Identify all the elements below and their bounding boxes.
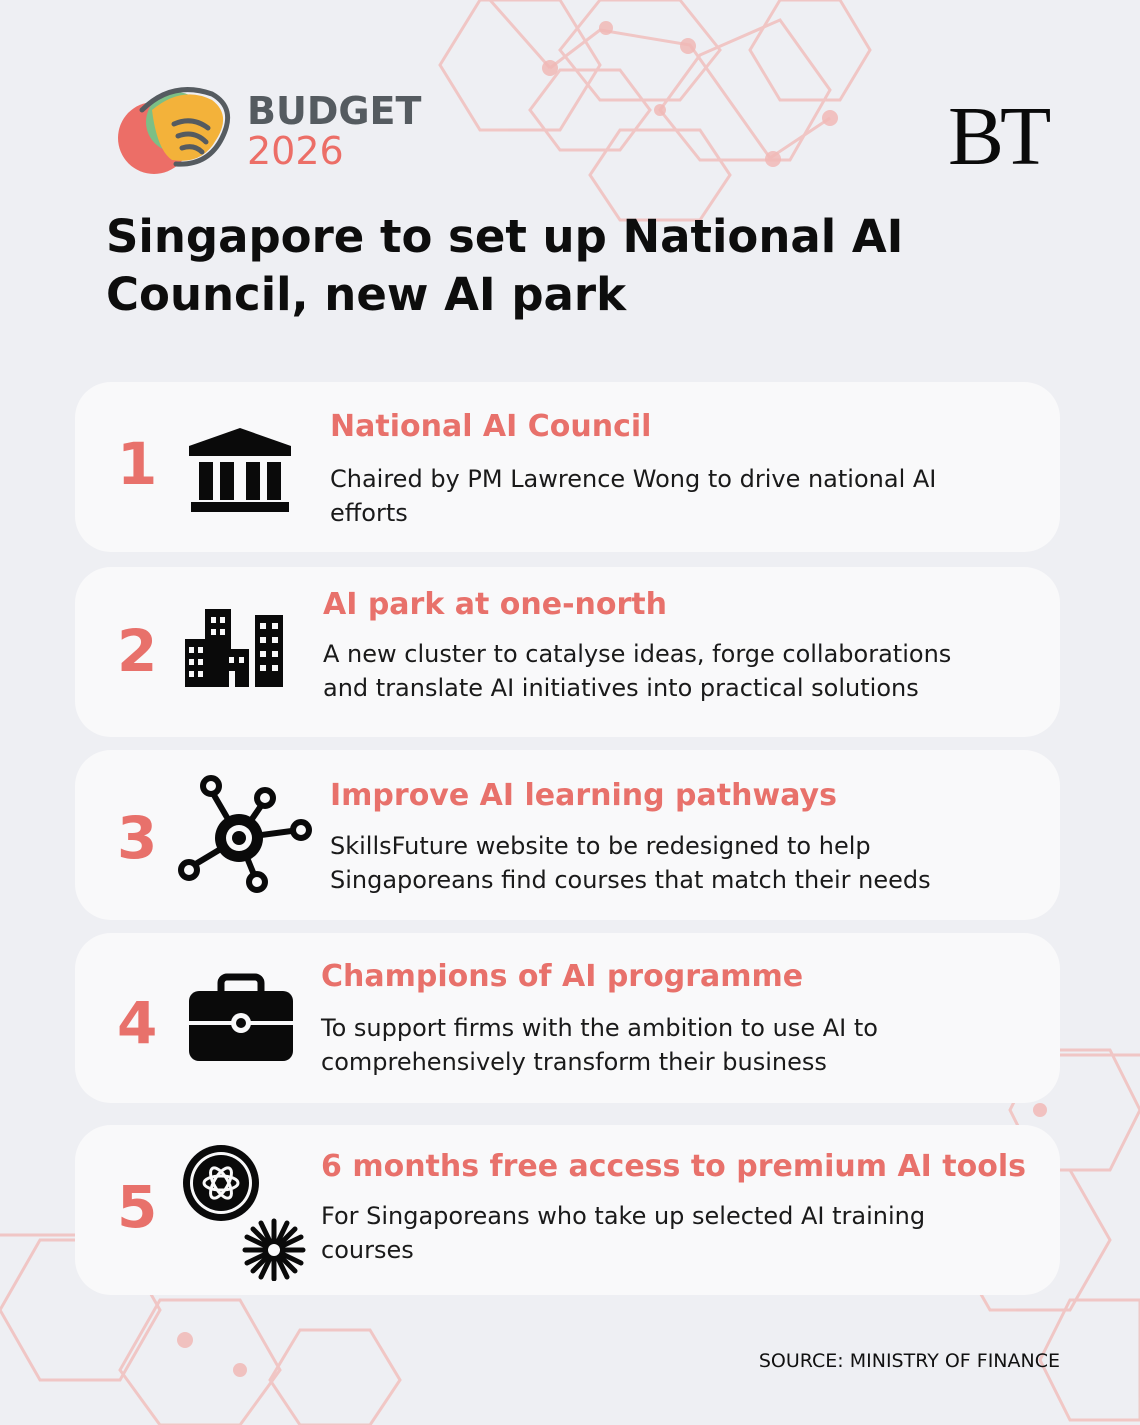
- list-item: [75, 567, 1060, 737]
- list-item: [75, 1125, 1060, 1295]
- logo-word: BUDGET: [247, 89, 422, 133]
- handshake-logo-icon: [112, 80, 242, 180]
- headline: Singapore to set up National AI Council, new AI park: [106, 210, 904, 321]
- budget-2026-logo: [112, 80, 422, 180]
- item-description: A new cluster to catalyse ideas, forge collaborations and translate AI initiatives into practical solutions: [323, 640, 952, 702]
- item-title: AI park at one-north: [323, 587, 667, 622]
- logo-year: 2026: [247, 129, 344, 173]
- briefcase-icon: [187, 973, 295, 1063]
- item-description: Chaired by PM Lawrence Wong to drive national AI efforts: [330, 465, 937, 527]
- network-hub-icon: [177, 772, 313, 896]
- bt-masthead-logo: BT: [948, 90, 1048, 183]
- item-description: SkillsFuture website to be redesigned to help Singaporeans find courses that match their needs: [330, 832, 931, 894]
- list-item: [75, 933, 1060, 1103]
- item-description: To support firms with the ambition to use AI to comprehensively transform their business: [321, 1014, 878, 1076]
- city-buildings-icon: [185, 609, 285, 687]
- ai-tools-logos-icon: [181, 1143, 311, 1281]
- item-title: National AI Council: [330, 409, 652, 444]
- item-number: 2: [117, 617, 158, 685]
- item-number: 5: [117, 1173, 158, 1241]
- government-building-icon: [187, 426, 293, 512]
- item-number: 1: [117, 430, 158, 498]
- item-title: Improve AI learning pathways: [330, 778, 837, 813]
- item-title: 6 months free access to premium AI tools: [321, 1149, 1026, 1184]
- list-item: [75, 382, 1060, 552]
- item-title: Champions of AI programme: [321, 959, 804, 994]
- list-item: [75, 750, 1060, 920]
- item-number: 3: [117, 804, 158, 872]
- source-note: SOURCE: MINISTRY OF FINANCE: [758, 1350, 1060, 1372]
- item-description: For Singaporeans who take up selected AI training courses: [321, 1202, 926, 1264]
- item-number: 4: [117, 989, 158, 1057]
